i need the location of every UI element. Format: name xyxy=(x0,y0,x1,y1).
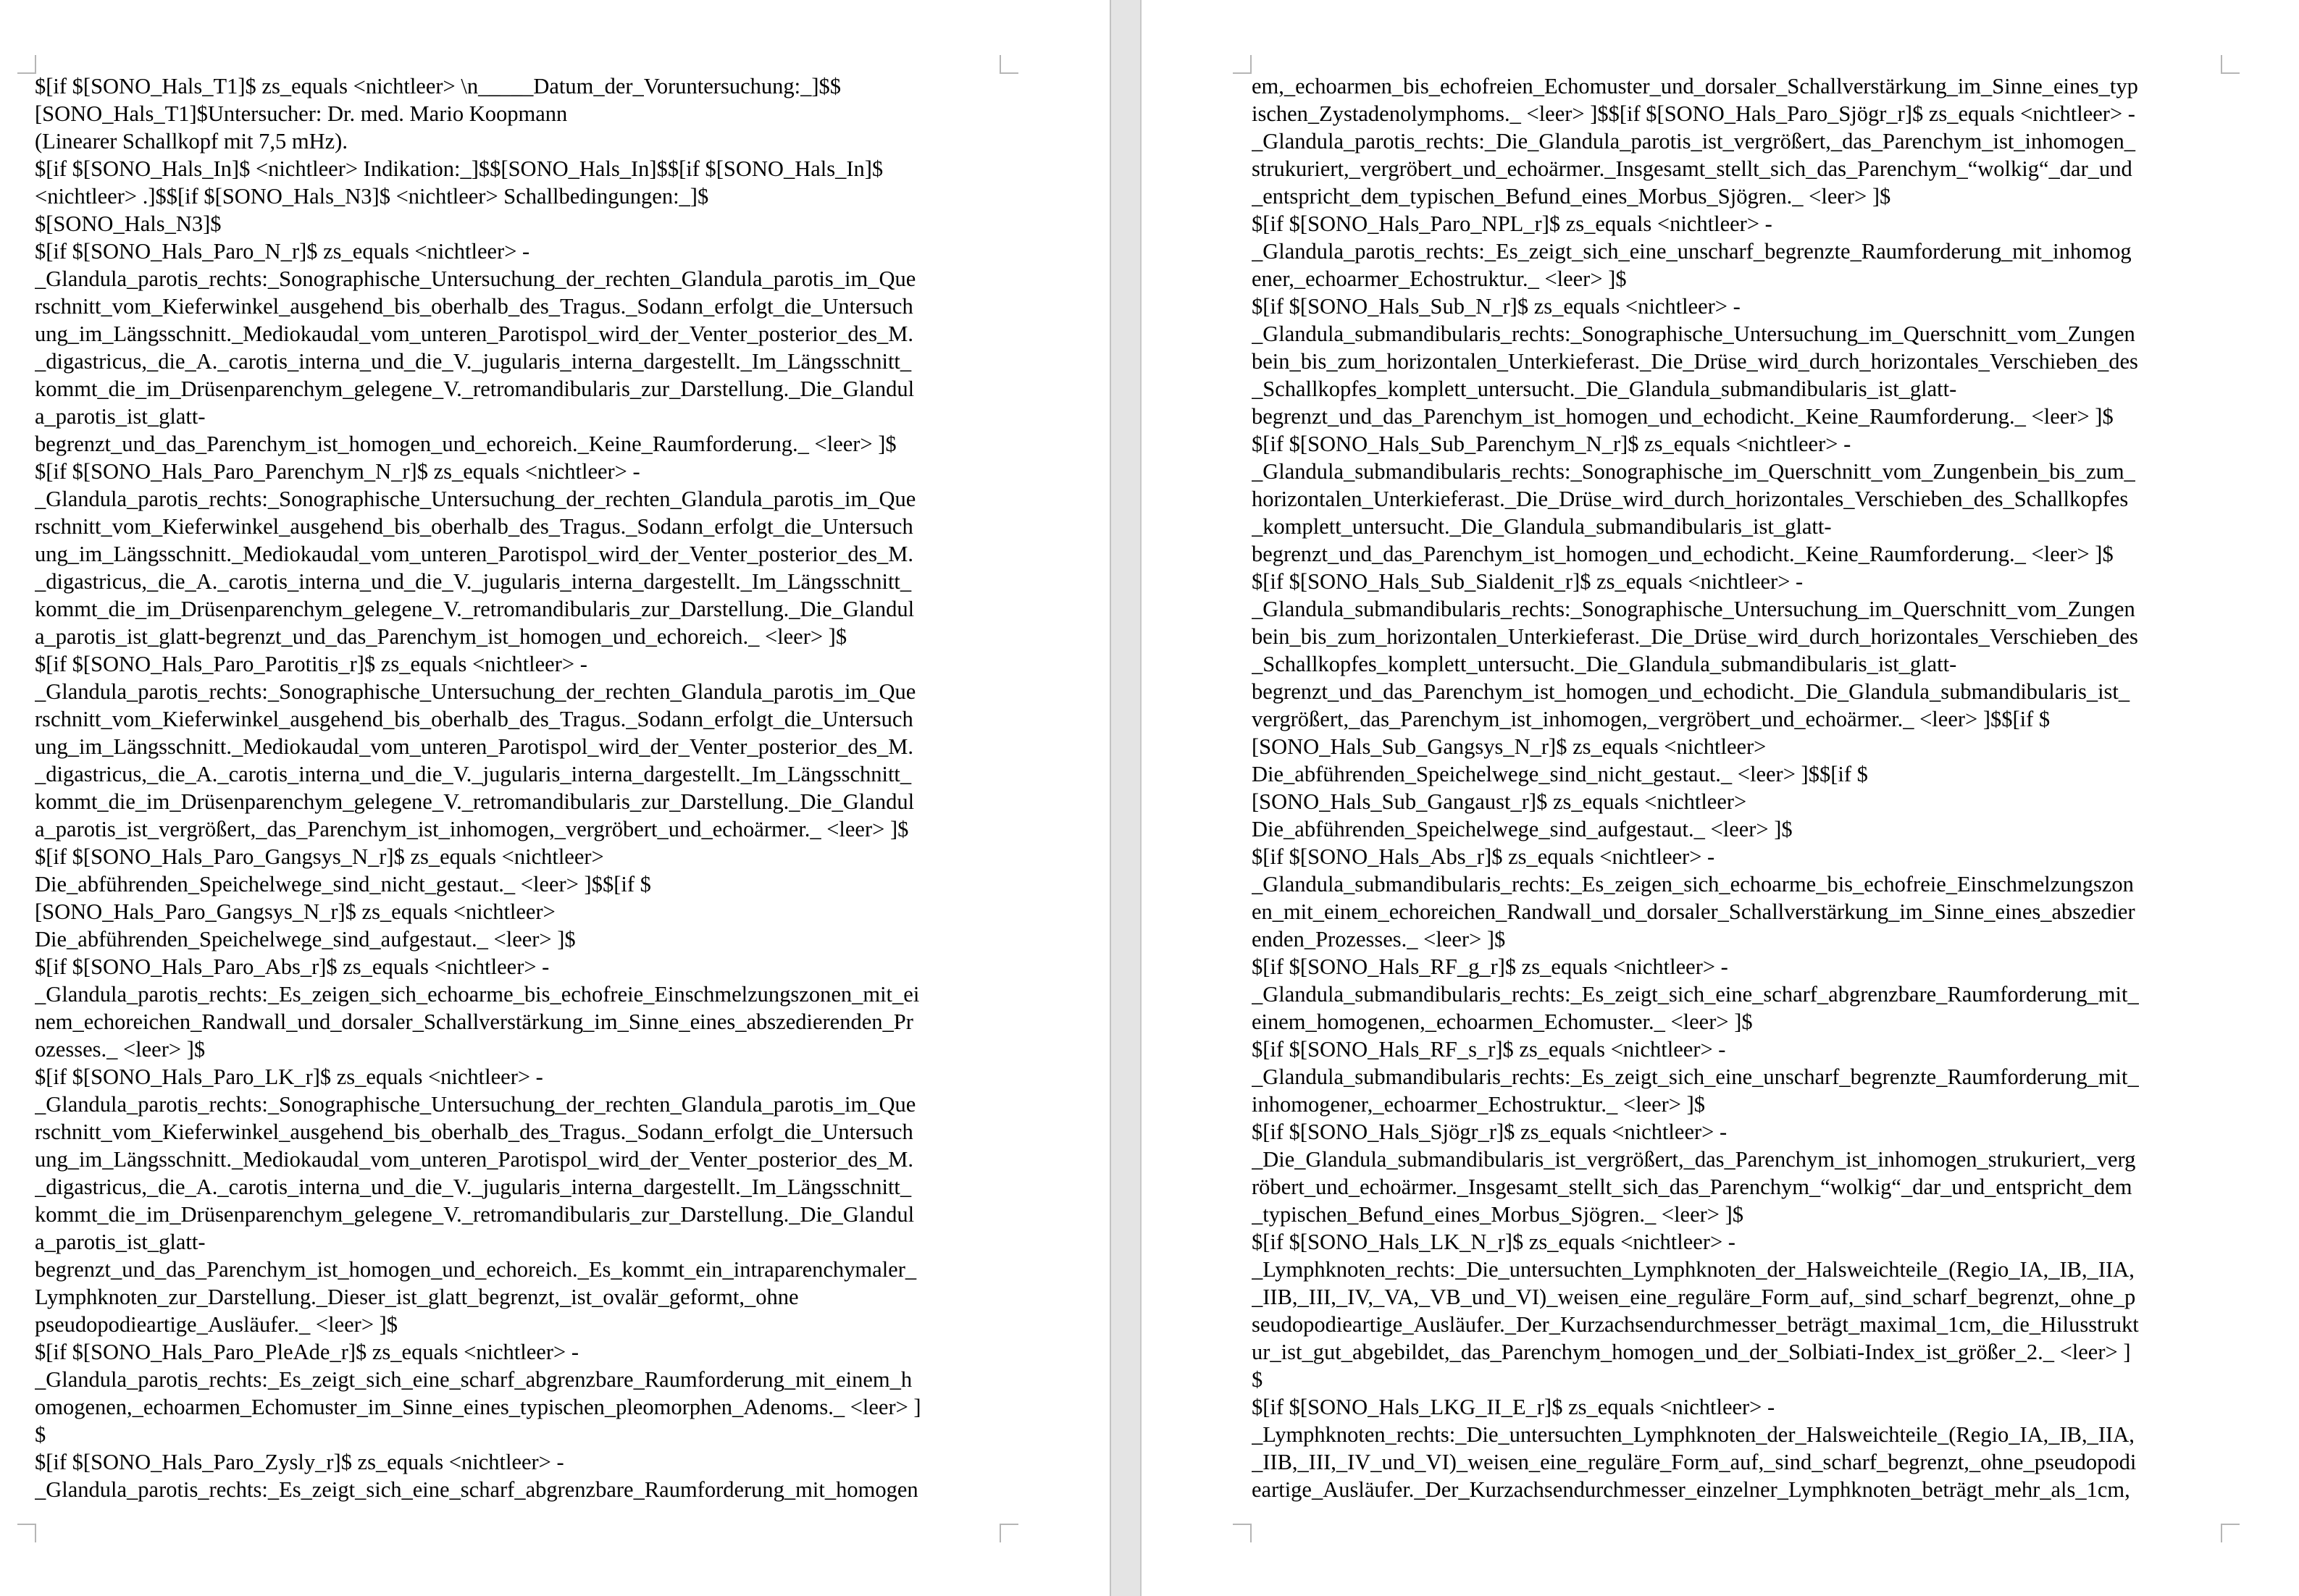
text-line: a_parotis_ist_vergrößert,_das_Parenchym_ist_inhomogen,_vergröbert_und_echoärmer._ <leer> ]$ xyxy=(35,817,909,841)
text-line: _Glandula_parotis_rechts:_Es_zeigt_sich_eine_scharf_abgrenzbare_Raumforderung_mit_homogen xyxy=(35,1477,918,1502)
text-line: ung_im_Längsschnitt._Mediokaudal_vom_unteren_Parotispol_wird_der_Venter_posterior_des_M. xyxy=(35,542,914,566)
text-line: inhomogener,_echoarmer_Echostruktur._ <leer> ]$ xyxy=(1252,1092,1706,1117)
text-line: _Glandula_submandibularis_rechts:_Sonographische_Untersuchung_im_Querschnitt_vom_Zungen xyxy=(1252,597,2135,621)
text-line: a_parotis_ist_glatt- xyxy=(35,404,206,429)
text-line: $[if $[SONO_Hals_Sjögr_r]$ zs_equals <nichtleer> - xyxy=(1252,1120,1728,1144)
text-line: $[if $[SONO_Hals_Paro_NPL_r]$ zs_equals <nichtleer> - xyxy=(1252,211,1772,236)
text-line: Die_abführenden_Speichelwege_sind_nicht_gestaut._ <leer> ]$$[if $ xyxy=(35,872,651,896)
text-line: seudopodieartige_Ausläufer._Der_Kurzachsendurchmesser_beträgt_maximal_1cm,_die_Hilusstrukt xyxy=(1252,1312,2139,1337)
text-line: $[if $[SONO_Hals_LKG_II_E_r]$ zs_equals <nichtleer> - xyxy=(1252,1395,1775,1419)
text-line: eartige_Ausläufer._Der_Kurzachsendurchmesser_einzelner_Lymphknoten_beträgt_mehr_als_1cm, xyxy=(1252,1477,2130,1502)
text-line: Die_abführenden_Speichelwege_sind_aufgestaut._ <leer> ]$ xyxy=(35,927,576,952)
text-line: $[if $[SONO_Hals_Paro_Zysly_r]$ zs_equals <nichtleer> - xyxy=(35,1450,564,1474)
page-gutter xyxy=(1110,0,1142,1596)
text-line: [SONO_Hals_Paro_Gangsys_N_r]$ zs_equals <nichtleer> xyxy=(35,899,556,924)
text-line: $[if $[SONO_Hals_LK_N_r]$ zs_equals <nichtleer> - xyxy=(1252,1230,1735,1254)
text-line: $[if $[SONO_Hals_Paro_Parenchym_N_r]$ zs_equals <nichtleer> - xyxy=(35,459,640,484)
text-line: a_parotis_ist_glatt-begrenzt_und_das_Parenchym_ist_homogen_und_echoreich._ <leer> ]$ xyxy=(35,624,847,649)
text-line: $[if $[SONO_Hals_Sub_Sialdenit_r]$ zs_equals <nichtleer> - xyxy=(1252,569,1804,594)
text-line: enden_Prozesses._ <leer> ]$ xyxy=(1252,927,1506,952)
text-line: ener,_echoarmer_Echostruktur._ <leer> ]$ xyxy=(1252,266,1627,291)
document-text-left[interactable] xyxy=(35,72,998,1503)
text-line: $[if $[SONO_Hals_Paro_PleAde_r]$ zs_equals <nichtleer> - xyxy=(35,1340,579,1364)
text-line: ozesses._ <leer> ]$ xyxy=(35,1037,206,1062)
text-line: $[if $[SONO_Hals_Paro_Gangsys_N_r]$ zs_equals <nichtleer> xyxy=(35,844,604,869)
text-line: _Die_Glandula_submandibularis_ist_vergrößert,_das_Parenchym_ist_inhomogen_strukuriert,_verg xyxy=(1252,1147,2136,1172)
text-line: vergrößert,_das_Parenchym_ist_inhomogen,_vergröbert_und_echoärmer._ <leer> ]$$[if $ xyxy=(1252,707,2051,731)
text-line: _Glandula_submandibularis_rechts:_Sonographische_Untersuchung_im_Querschnitt_vom_Zungen xyxy=(1252,322,2135,346)
text-line: _Glandula_parotis_rechts:_Sonographische_Untersuchung_der_rechten_Glandula_parotis_im_Que xyxy=(35,487,916,511)
margin-corner-mark-top-left xyxy=(1233,55,1252,74)
margin-corner-mark-bottom-right xyxy=(1000,1524,1018,1542)
text-line: bein_bis_zum_horizontalen_Unterkieferast._Die_Drüse_wird_durch_horizontales_Verschieben_des xyxy=(1252,624,2138,649)
text-line: _Glandula_parotis_rechts:_Die_Glandula_parotis_ist_vergrößert,_das_Parenchym_ist_inhomogen_ xyxy=(1252,129,2136,154)
text-line: rschnitt_vom_Kieferwinkel_ausgehend_bis_oberhalb_des_Tragus._Sodann_erfolgt_die_Untersuch xyxy=(35,707,913,731)
text-line: _Glandula_parotis_rechts:_Sonographische_Untersuchung_der_rechten_Glandula_parotis_im_Que xyxy=(35,266,916,291)
margin-corner-mark-bottom-left xyxy=(17,1524,36,1542)
text-line: Die_abführenden_Speichelwege_sind_nicht_gestaut._ <leer> ]$$[if $ xyxy=(1252,762,1868,786)
text-line: pseudopodieartige_Ausläufer._ <leer> ]$ xyxy=(35,1312,398,1337)
text-line: _Glandula_submandibularis_rechts:_Es_zeigen_sich_echoarme_bis_echofreie_Einschmelzungszon xyxy=(1252,872,2134,896)
text-line: _digastricus,_die_A._carotis_interna_und_die_V._jugularis_interna_dargestellt._Im_Längsschnitt_ xyxy=(35,349,912,374)
text-line: _Schallkopfes_komplett_untersucht._Die_Glandula_submandibularis_ist_glatt- xyxy=(1252,377,1957,401)
text-line: _komplett_untersucht._Die_Glandula_submandibularis_ist_glatt- xyxy=(1252,514,1832,539)
text-line: begrenzt_und_das_Parenchym_ist_homogen_und_echoreich._Es_kommt_ein_intraparenchymaler_ xyxy=(35,1257,917,1282)
text-line: _Glandula_parotis_rechts:_Es_zeigt_sich_eine_scharf_abgrenzbare_Raumforderung_mit_einem_h xyxy=(35,1367,913,1392)
text-line: _Glandula_parotis_rechts:_Sonographische_Untersuchung_der_rechten_Glandula_parotis_im_Que xyxy=(35,679,916,704)
text-line: kommt_die_im_Drüsenparenchym_gelegene_V._retromandibularis_zur_Darstellung._Die_Glandul xyxy=(35,597,915,621)
text-line: nem_echoreichen_Randwall_und_dorsaler_Schallverstärkung_im_Sinne_eines_abszedierenden_Pr xyxy=(35,1009,913,1034)
text-line: begrenzt_und_das_Parenchym_ist_homogen_und_echodicht._Keine_Raumforderung._ <leer> ]$ xyxy=(1252,404,2114,429)
document-page-left[interactable] xyxy=(0,0,1110,1596)
text-line: $[if $[SONO_Hals_RF_s_r]$ zs_equals <nichtleer> - xyxy=(1252,1037,1726,1062)
text-line: _digastricus,_die_A._carotis_interna_und_die_V._jugularis_interna_dargestellt._Im_Längsschnitt_ xyxy=(35,569,912,594)
text-line: _Glandula_submandibularis_rechts:_Sonographische_im_Querschnitt_vom_Zungenbein_bis_zum_ xyxy=(1252,459,2135,484)
margin-corner-mark-top-right xyxy=(2221,55,2240,74)
text-line: $[if $[SONO_Hals_Paro_Abs_r]$ zs_equals <nichtleer> - xyxy=(35,954,550,979)
text-line: (Linearer Schallkopf mit 7,5 mHz). xyxy=(35,129,348,154)
text-line: $[if $[SONO_Hals_T1]$ zs_equals <nichtleer> \n_____Datum_der_Voruntersuchung:_]$$ xyxy=(35,74,841,98)
text-line: kommt_die_im_Drüsenparenchym_gelegene_V._retromandibularis_zur_Darstellung._Die_Glandul xyxy=(35,789,915,814)
text-line: $[if $[SONO_Hals_Paro_N_r]$ zs_equals <nichtleer> - xyxy=(35,239,530,264)
text-line: _digastricus,_die_A._carotis_interna_und_die_V._jugularis_interna_dargestellt._Im_Längsschnitt_ xyxy=(35,1175,912,1199)
text-line: ischen_Zystadenolymphoms._ <leer> ]$$[if $[SONO_Hals_Paro_Sjögr_r]$ zs_equals <nichtleer> - xyxy=(1252,101,2135,126)
text-line: strukuriert,_vergröbert_und_echoärmer._Insgesamt_stellt_sich_das_Parenchym_“wolkig“_dar_und xyxy=(1252,156,2132,181)
document-page-right[interactable] xyxy=(1142,0,2299,1596)
text-line: <nichtleer> .]$$[if $[SONO_Hals_N3]$ <nichtleer> Schallbedingungen:_]$ xyxy=(35,184,709,209)
text-line: omogenen,_echoarmen_Echomuster_im_Sinne_eines_typischen_pleomorphen_Adenoms._ <leer> ] xyxy=(35,1395,921,1419)
text-line: $[if $[SONO_Hals_RF_g_r]$ zs_equals <nichtleer> - xyxy=(1252,954,1728,979)
text-line: bein_bis_zum_horizontalen_Unterkieferast._Die_Drüse_wird_durch_horizontales_Verschieben_des xyxy=(1252,349,2138,374)
text-line: _IIB,_III,_IV_und_VI)_weisen_eine_reguläre_Form_auf,_sind_scharf_begrenzt,_ohne_pseudopodi xyxy=(1252,1450,2137,1474)
text-line: horizontalen_Unterkieferast._Die_Drüse_wird_durch_horizontales_Verschieben_des_Schallkopfes xyxy=(1252,487,2129,511)
text-line: kommt_die_im_Drüsenparenchym_gelegene_V._retromandibularis_zur_Darstellung._Die_Glandul xyxy=(35,1202,915,1227)
text-line: $[if $[SONO_Hals_Paro_Parotitis_r]$ zs_equals <nichtleer> - xyxy=(35,652,587,676)
text-line: _Glandula_parotis_rechts:_Es_zeigt_sich_eine_unscharf_begrenzte_Raumforderung_mit_inhomog xyxy=(1252,239,2132,264)
text-line: $ xyxy=(35,1422,46,1447)
text-line: _Glandula_parotis_rechts:_Sonographische_Untersuchung_der_rechten_Glandula_parotis_im_Que xyxy=(35,1092,916,1117)
text-line: rschnitt_vom_Kieferwinkel_ausgehend_bis_oberhalb_des_Tragus._Sodann_erfolgt_die_Untersuch xyxy=(35,294,913,319)
text-line: röbert_und_echoärmer._Insgesamt_stellt_sich_das_Parenchym_“wolkig“_dar_und_entspricht_dem xyxy=(1252,1175,2132,1199)
text-line: $ xyxy=(1252,1367,1263,1392)
margin-corner-mark-top-left xyxy=(17,55,36,74)
text-line: Lymphknoten_zur_Darstellung._Dieser_ist_glatt_begrenzt,_ist_ovalär_geformt,_ohne xyxy=(35,1285,799,1309)
text-line: [SONO_Hals_Sub_Gangaust_r]$ zs_equals <nichtleer> xyxy=(1252,789,1747,814)
text-line: kommt_die_im_Drüsenparenchym_gelegene_V._retromandibularis_zur_Darstellung._Die_Glandul xyxy=(35,377,915,401)
text-line: $[if $[SONO_Hals_Sub_N_r]$ zs_equals <nichtleer> - xyxy=(1252,294,1741,319)
text-line: _Schallkopfes_komplett_untersucht._Die_Glandula_submandibularis_ist_glatt- xyxy=(1252,652,1957,676)
text-line: a_parotis_ist_glatt- xyxy=(35,1230,206,1254)
text-line: begrenzt_und_das_Parenchym_ist_homogen_und_echodicht._Keine_Raumforderung._ <leer> ]$ xyxy=(1252,542,2114,566)
text-line: begrenzt_und_das_Parenchym_ist_homogen_und_echoreich._Keine_Raumforderung._ <leer> ]$ xyxy=(35,432,897,456)
text-line: ung_im_Längsschnitt._Mediokaudal_vom_unteren_Parotispol_wird_der_Venter_posterior_des_M. xyxy=(35,322,914,346)
margin-corner-mark-bottom-left xyxy=(1233,1524,1252,1542)
text-line: [SONO_Hals_Sub_Gangsys_N_r]$ zs_equals <nichtleer> xyxy=(1252,734,1767,759)
text-line: en_mit_einem_echoreichen_Randwall_und_dorsaler_Schallverstärkung_im_Sinne_eines_abszedier xyxy=(1252,899,2135,924)
text-line: ung_im_Längsschnitt._Mediokaudal_vom_unteren_Parotispol_wird_der_Venter_posterior_des_M. xyxy=(35,1147,914,1172)
text-line: $[if $[SONO_Hals_Paro_LK_r]$ zs_equals <nichtleer> - xyxy=(35,1064,543,1089)
text-line: begrenzt_und_das_Parenchym_ist_homogen_und_echodicht._Die_Glandula_submandibularis_ist_ xyxy=(1252,679,2130,704)
margin-corner-mark-top-right xyxy=(1000,55,1018,74)
text-line: [SONO_Hals_T1]$Untersucher: Dr. med. Mario Koopmann xyxy=(35,101,568,126)
text-line: $[if $[SONO_Hals_Sub_Parenchym_N_r]$ zs_equals <nichtleer> - xyxy=(1252,432,1851,456)
text-line: _Glandula_submandibularis_rechts:_Es_zeigt_sich_eine_unscharf_begrenzte_Raumforderung_mit_ xyxy=(1252,1064,2139,1089)
text-line: em,_echoarmen_bis_echofreien_Echomuster_und_dorsaler_Schallverstärkung_im_Sinne_eines_typ xyxy=(1252,74,2138,98)
text-line: rschnitt_vom_Kieferwinkel_ausgehend_bis_oberhalb_des_Tragus._Sodann_erfolgt_die_Untersuch xyxy=(35,1120,913,1144)
text-line: $[SONO_Hals_N3]$ xyxy=(35,211,222,236)
text-line: _typischen_Befund_eines_Morbus_Sjögren._ <leer> ]$ xyxy=(1252,1202,1744,1227)
text-line: _entspricht_dem_typischen_Befund_eines_Morbus_Sjögren._ <leer> ]$ xyxy=(1252,184,1891,209)
document-text-right[interactable] xyxy=(1252,72,2222,1503)
text-line: $[if $[SONO_Hals_Abs_r]$ zs_equals <nichtleer> - xyxy=(1252,844,1715,869)
text-line: ung_im_Längsschnitt._Mediokaudal_vom_unteren_Parotispol_wird_der_Venter_posterior_des_M. xyxy=(35,734,914,759)
text-line: _Glandula_parotis_rechts:_Es_zeigen_sich_echoarme_bis_echofreie_Einschmelzungszonen_mit_ei xyxy=(35,982,920,1007)
margin-corner-mark-bottom-right xyxy=(2221,1524,2240,1542)
text-line: Die_abführenden_Speichelwege_sind_aufgestaut._ <leer> ]$ xyxy=(1252,817,1793,841)
text-line: _Lymphknoten_rechts:_Die_untersuchten_Lymphknoten_der_Halsweichteile_(Regio_IA,_IB,_IIA, xyxy=(1252,1422,2135,1447)
text-line: _Lymphknoten_rechts:_Die_untersuchten_Lymphknoten_der_Halsweichteile_(Regio_IA,_IB,_IIA, xyxy=(1252,1257,2135,1282)
text-line: _Glandula_submandibularis_rechts:_Es_zeigt_sich_eine_scharf_abgrenzbare_Raumforderung_mit_ xyxy=(1252,982,2139,1007)
text-line: $[if $[SONO_Hals_In]$ <nichtleer> Indikation:_]$$[SONO_Hals_In]$$[if $[SONO_Hals_In]$ xyxy=(35,156,884,181)
text-line: ur_ist_gut_abgebildet,_das_Parenchym_homogen_und_der_Solbiati-Index_ist_größer_2._ <leer> ] xyxy=(1252,1340,2131,1364)
text-line: rschnitt_vom_Kieferwinkel_ausgehend_bis_oberhalb_des_Tragus._Sodann_erfolgt_die_Untersuch xyxy=(35,514,913,539)
text-line: _digastricus,_die_A._carotis_interna_und_die_V._jugularis_interna_dargestellt._Im_Längsschnitt_ xyxy=(35,762,912,786)
text-line: einem_homogenen,_echoarmen_Echomuster._ <leer> ]$ xyxy=(1252,1009,1753,1034)
text-line: _IIB,_III,_IV,_VA,_VB_und_VI)_weisen_eine_reguläre_Form_auf,_sind_scharf_begrenzt,_ohne_p xyxy=(1252,1285,2136,1309)
